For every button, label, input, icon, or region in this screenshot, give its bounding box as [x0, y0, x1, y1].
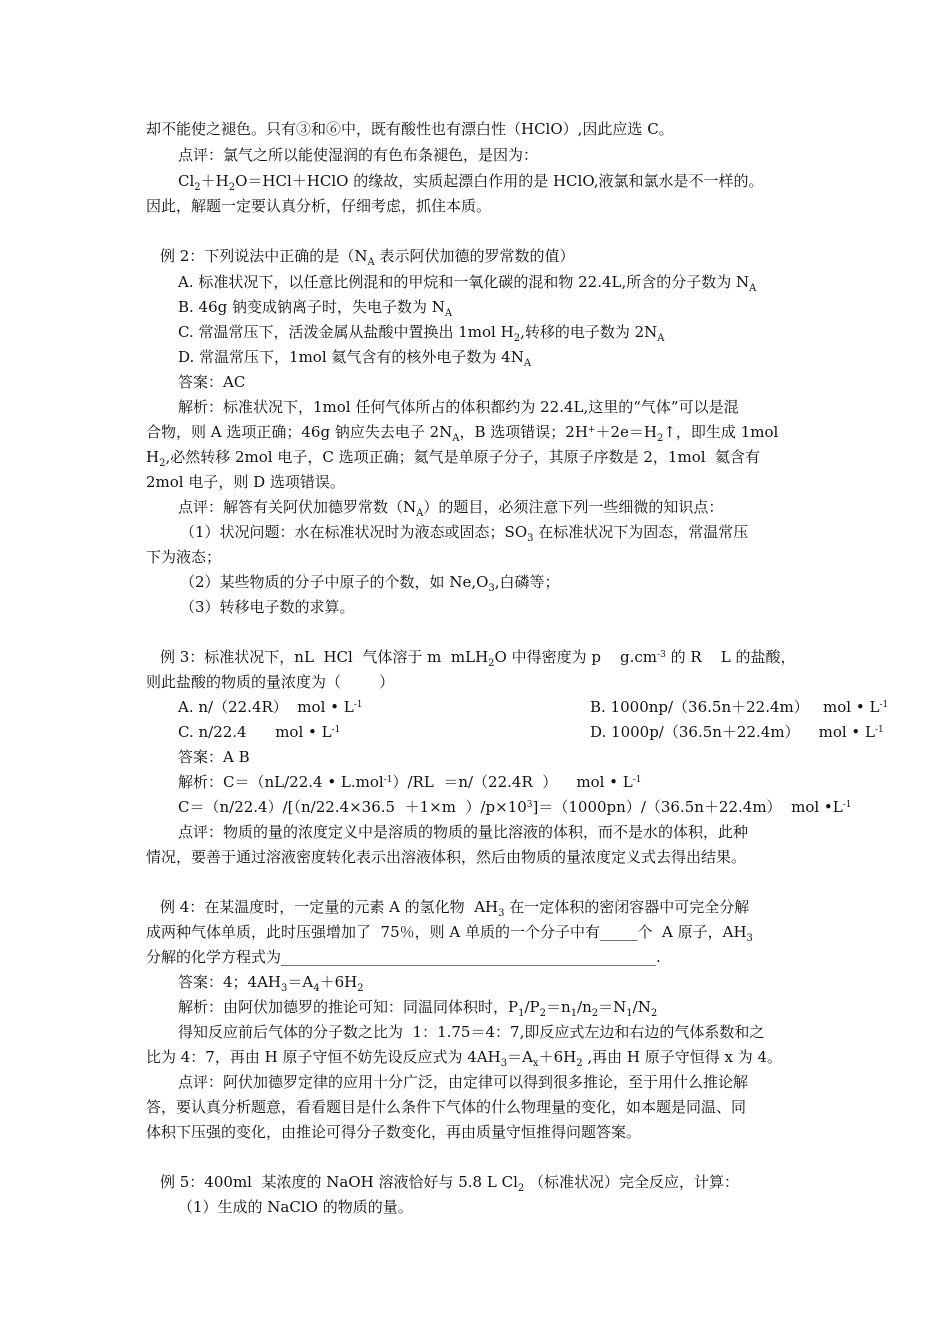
comment-line: 点评：解答有关阿伏加德罗常数$(N_A)$的题目，必须注意下列一些细微的知识点： [178, 498, 724, 519]
point-line: （3）转移电子数的求算。 [180, 598, 355, 616]
option-a: A. 标准状况下，以任意比例混和的甲烷和一氧化碳的混和物 22.4L,所含的分子数为 $N_A$ [178, 273, 757, 294]
analysis-line: 解析：C＝（nL/22.4 • L.mol$^{-1}$）/RL ＝n/（22.4R ） mol • $L^{-1}$ [178, 773, 642, 791]
option-b: B. 46g 钠变成钠离子时，失电子数为 $N_A$ [178, 298, 453, 319]
example-3-title: 例 3：标准状况下，nL HCl 气体溶于 m mLH$_2$O 中得密度为 p $g.cm^{-3}$ 的 R L 的盐酸， [160, 648, 796, 669]
text-line: 则此盐酸的物质的量浓度为（ ） [146, 673, 395, 691]
example-2-title: 例 2：下列说法中正确的是（$N_A$ 表示阿伏加德的罗常数的值） [160, 247, 575, 268]
comment-line: 体积下压强的变化，由推论可得分子数变化，再由质量守恒推得问题答案。 [146, 1123, 642, 1141]
comment-line: 情况，要善于通过溶液密度转化表示出溶液体积，然后由物质的量浓度定义式去得出结果。 [146, 848, 747, 866]
comment-line: 点评：物质的量的浓度定义中是溶质的物质的量比溶液的体积，而不是水的体积，此种 [178, 823, 749, 841]
text-line: 因此，解题一定要认真分析，仔细考虑，抓住本质。 [146, 197, 492, 215]
analysis-line: 得知反应前后气体的分子数之比为 1：1.75＝4：7,即反应式左边和右边的气体系数和之 [178, 1023, 765, 1041]
text-line: 却不能使之褪色。只有③和⑥中，既有酸性也有漂白性（HClO）,因此应选 C。 [146, 120, 674, 138]
option-row: C. n/22.4 mol • $L^{-1}$ D. 1000p/（36.5n＋22.4m） mol • $L^{-1}$ [178, 723, 884, 741]
analysis-line: 解析：由阿伏加德罗的推论可知：同温同体积时，$P_1/P_2=n_1/n_2=N_1/N_2$ [178, 998, 658, 1019]
comment-line: 点评：氯气之所以能使湿润的有色布条褪色，是因为： [178, 146, 539, 164]
text-line: 成两种气体单质，此时压强增加了 75％，则 A 单质的一个分子中有_____个 A 原子，$AH_3$ [146, 923, 753, 944]
answer-line: 答案：A B [178, 748, 250, 766]
analysis-line: $H_2$,必然转移 2mol 电子，C 选项正确；氦气是单原子分子，其原子序数是 2，1mol 氦含有 [146, 448, 761, 469]
analysis-line: 比为 4：7，再由 H 原子守恒不妨先设反应式为 $4AH_3=A_x+6H_2$ ,再由 H 原子守恒得 x 为 4。 [146, 1048, 783, 1069]
text-line: 分解的化学方程式为__________________________________________________. [146, 948, 661, 966]
analysis-line: 合物，则 A 选项正确；46g 钠应失去电子 $2N_A$，B 选项错误；$2H^++2e=H_2↑$，即生成 1mol [146, 423, 779, 444]
option-row: A. n/（22.4R） mol • $L^{-1}$ B. 1000np/（36.5n＋22.4m） mol • $L^{-1}$ [178, 698, 889, 716]
answer-line: 答案：AC [178, 373, 246, 391]
point-line: （1）状况问题：水在标准状况时为液态或固态；$SO_3$ 在标准状况下为固态，常温常压 [180, 523, 749, 544]
comment-line: 答，要认真分析题意，看看题目是什么条件下气体的什么物理量的变化，如本题是同温、同 [146, 1098, 747, 1116]
point-line: （2）某些物质的分子中原子的个数，如 $Ne,O_3$,白磷等； [180, 573, 560, 594]
comment-line: 点评：阿伏加德罗定律的应用十分广泛，由定律可以得到很多推论，至于用什么推论解 [178, 1073, 749, 1091]
analysis-line: 2mol 电子，则 D 选项错误。 [146, 473, 345, 491]
question-line: （1）生成的 NaClO 的物质的量。 [178, 1198, 413, 1216]
equation-line: $Cl_2+H_2O=HCl+HClO$ 的缘故，实质起漂白作用的是 HClO,液氯和氯水是不一样的。 [178, 172, 764, 193]
example-5-title: 例 5：400ml 某浓度的 NaOH 溶液恰好与 5.8 L $Cl_2$ （标准状况）完全反应，计算： [160, 1173, 740, 1194]
analysis-line: 解析：标准状况下，1mol 任何气体所占的体积都约为 22.4L,这里的“气体”可以是混 [178, 398, 739, 416]
point-line: 下为液态； [146, 548, 222, 566]
example-4-title: 例 4：在某温度时，一定量的元素 A 的氢化物 $AH_3$ 在一定体积的密闭容器中可完全分解 [160, 898, 750, 919]
option-c: C. 常温常压下，活泼金属从盐酸中置换出 1mol $H_2$,转移的电子数为 $2N_A$ [178, 323, 665, 344]
answer-line: 答案：4；$4AH_3=A_4+6H_2$ [178, 973, 364, 994]
option-d: D. 常温常压下，1mol 氦气含有的核外电子数为 $4N_A$ [178, 348, 532, 369]
analysis-line: C＝（n/22.4）/[（n/22.4×36.5 ＋1×m ）$/p\times 10^3]=(1000pn)/(36.5n+22.4m)$ mol $•L^{-1}$ [178, 798, 852, 816]
